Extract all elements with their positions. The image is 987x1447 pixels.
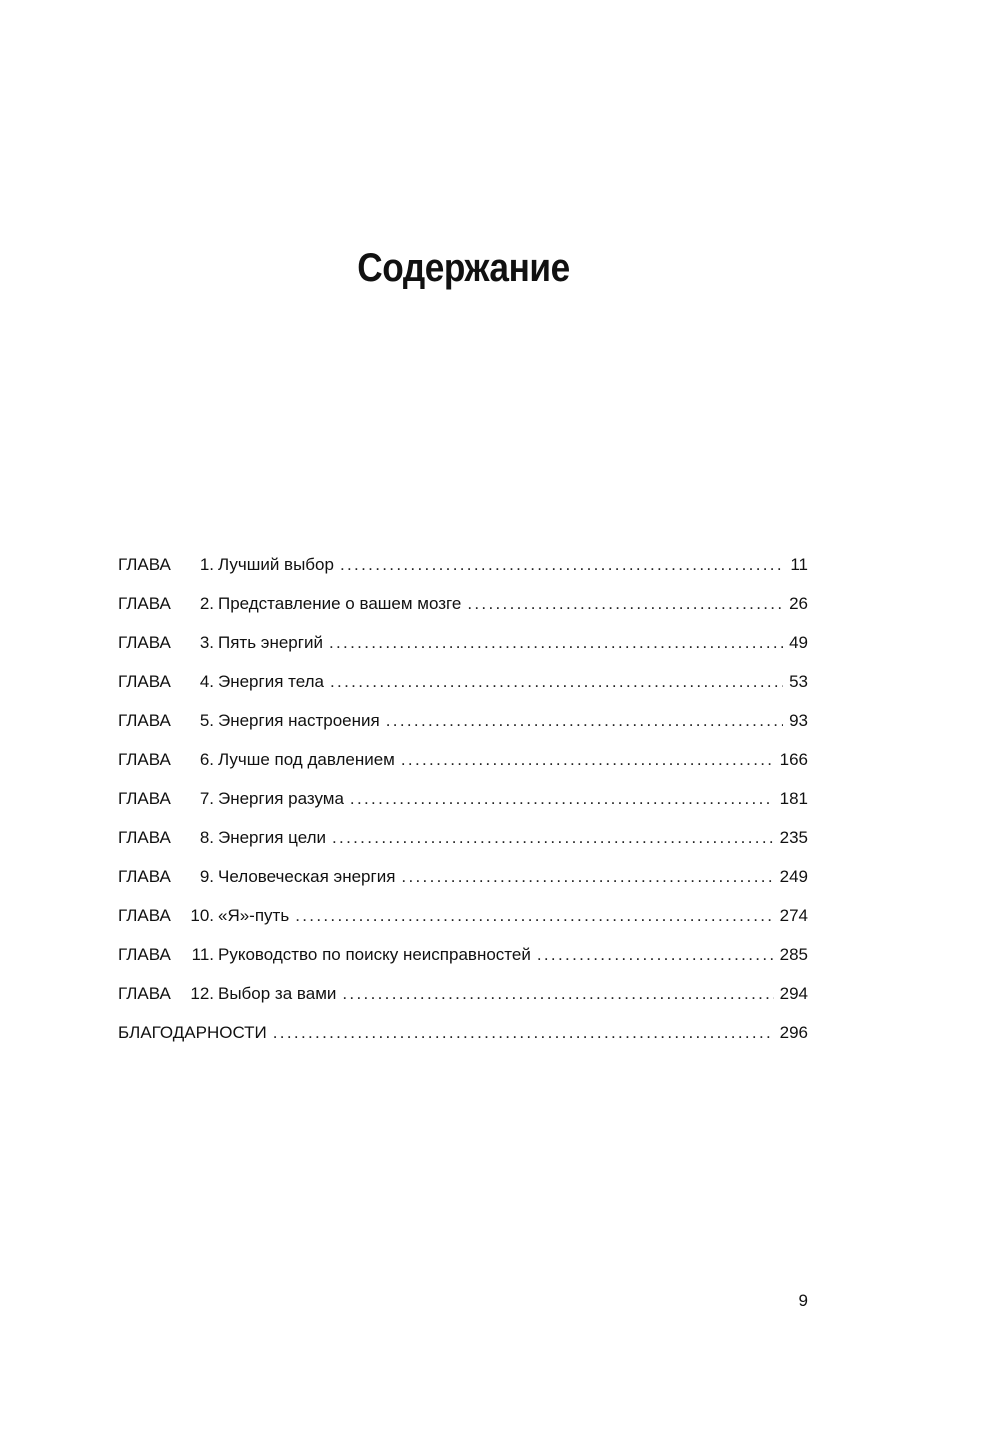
dot-leader bbox=[295, 902, 773, 930]
toc-entry-number: 12. bbox=[190, 984, 214, 1003]
toc-entry-chapter-11[interactable] bbox=[118, 941, 808, 980]
toc-entry-label: ГЛАВА bbox=[118, 555, 171, 574]
toc-entry-label: ГЛАВА bbox=[118, 711, 171, 730]
dot-leader bbox=[330, 668, 783, 696]
toc-entry-page: 274 bbox=[779, 906, 808, 925]
toc-entry-page: 249 bbox=[779, 867, 808, 886]
toc-entry-title: Руководство по поиску неисправностей bbox=[218, 945, 531, 964]
toc-entry-number: 7. bbox=[199, 789, 214, 808]
toc-entry-page: 93 bbox=[789, 711, 808, 730]
toc-entry-label: ГЛАВА bbox=[118, 984, 171, 1003]
toc-entry-title: Человеческая энергия bbox=[218, 867, 396, 886]
page-title: Содержание bbox=[357, 246, 570, 290]
toc-entry-chapter-5[interactable] bbox=[118, 707, 808, 746]
toc-entry-label: БЛАГОДАРНОСТИ bbox=[118, 1023, 267, 1042]
toc-entry-chapter-6[interactable] bbox=[118, 746, 808, 785]
toc-entry-number: 11. bbox=[191, 945, 214, 964]
toc-entry-title: Выбор за вами bbox=[218, 984, 337, 1003]
toc-entry-chapter-9[interactable] bbox=[118, 863, 808, 902]
toc-entry-label: ГЛАВА bbox=[118, 594, 171, 613]
toc-entry-title: Энергия настроения bbox=[218, 711, 380, 730]
toc-entry-page: 11 bbox=[790, 555, 808, 574]
toc-entry-number: 5. bbox=[199, 711, 214, 730]
toc-entry-label: ГЛАВА bbox=[118, 789, 171, 808]
dot-leader bbox=[401, 863, 773, 891]
toc-entry-chapter-3[interactable] bbox=[118, 629, 808, 668]
toc-entry-chapter-2[interactable] bbox=[118, 590, 808, 629]
toc-entry-number: 4. bbox=[199, 672, 214, 691]
toc-entry-label: ГЛАВА bbox=[118, 867, 171, 886]
toc-entry-title: Представление о вашем мозге bbox=[218, 594, 462, 613]
toc-entry-number: 2. bbox=[199, 594, 214, 613]
dot-leader bbox=[350, 785, 774, 813]
dot-leader bbox=[273, 1019, 774, 1047]
dot-leader bbox=[467, 590, 783, 618]
dot-leader bbox=[342, 980, 773, 1008]
dot-leader bbox=[537, 941, 774, 969]
toc-entry-page: 285 bbox=[779, 945, 808, 964]
toc-entry-chapter-8[interactable] bbox=[118, 824, 808, 863]
toc-entry-chapter-4[interactable] bbox=[118, 668, 808, 707]
toc-entry-label: ГЛАВА bbox=[118, 828, 171, 847]
toc-entry-number: 3. bbox=[199, 633, 214, 652]
toc-entry-page: 235 bbox=[779, 828, 808, 847]
toc-entry-title: «Я»-путь bbox=[218, 906, 290, 925]
toc-entry-title: Энергия цели bbox=[218, 828, 326, 847]
toc-entry-number: 9. bbox=[199, 867, 214, 886]
dot-leader bbox=[401, 746, 774, 774]
toc-entry-label: ГЛАВА bbox=[118, 633, 171, 652]
toc-entry-page: 296 bbox=[779, 1023, 808, 1042]
toc-entry-number: 6. bbox=[199, 750, 214, 769]
toc-entry-number: 10. bbox=[190, 906, 214, 925]
toc-entry-chapter-12[interactable] bbox=[118, 980, 808, 1019]
toc-entry-title: Лучше под давлением bbox=[218, 750, 395, 769]
toc-entry-label: ГЛАВА bbox=[118, 945, 171, 964]
toc-entry-page: 166 bbox=[779, 750, 808, 769]
toc-entry-page: 26 bbox=[789, 594, 808, 613]
table-of-contents bbox=[118, 551, 808, 1058]
dot-leader bbox=[340, 551, 784, 579]
toc-entry-label: ГЛАВА bbox=[118, 672, 171, 691]
toc-entry-number: 8. bbox=[199, 828, 214, 847]
toc-entry-chapter-1[interactable] bbox=[118, 551, 808, 590]
toc-entry-chapter-7[interactable] bbox=[118, 785, 808, 824]
dot-leader bbox=[332, 824, 774, 852]
toc-entry-page: 294 bbox=[779, 984, 808, 1003]
toc-entry-page: 53 bbox=[789, 672, 808, 691]
toc-entry-label: ГЛАВА bbox=[118, 906, 171, 925]
toc-entry-title: Пять энергий bbox=[218, 633, 323, 652]
toc-entry-chapter-10[interactable] bbox=[118, 902, 808, 941]
toc-entry-label: ГЛАВА bbox=[118, 750, 171, 769]
dot-leader bbox=[386, 707, 783, 735]
toc-entry-title: Лучший выбор bbox=[218, 555, 334, 574]
dot-leader bbox=[329, 629, 783, 657]
toc-entry-acknowledgments[interactable] bbox=[118, 1019, 808, 1058]
toc-entry-title: Энергия разума bbox=[218, 789, 344, 808]
toc-entry-number: 1. bbox=[199, 555, 214, 574]
toc-entry-page: 49 bbox=[789, 633, 808, 652]
toc-entry-page: 181 bbox=[779, 789, 808, 808]
page-number: 9 bbox=[798, 1291, 808, 1310]
toc-entry-title: Энергия тела bbox=[218, 672, 325, 691]
